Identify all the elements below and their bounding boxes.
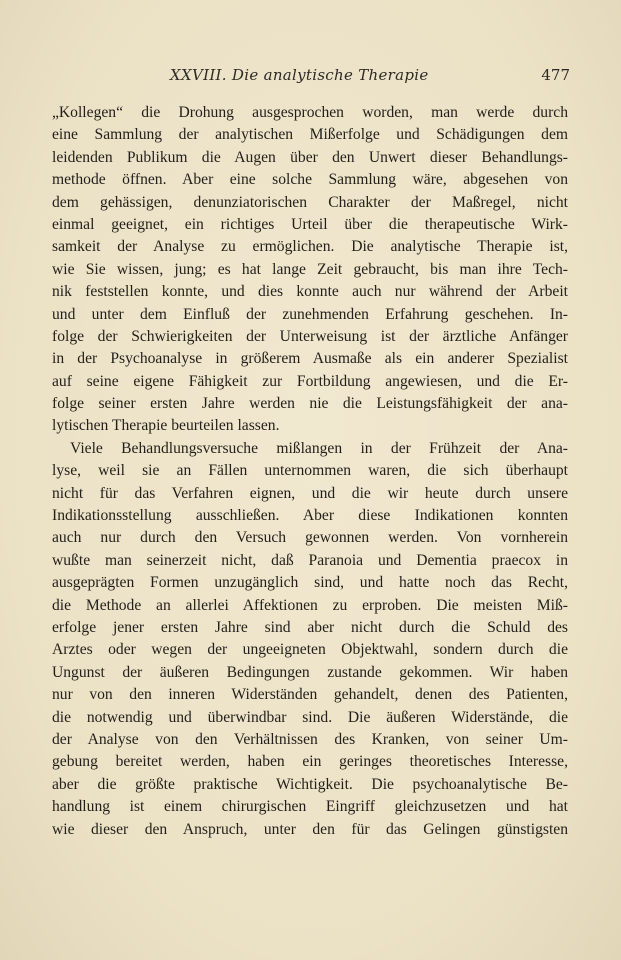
- text-line: auf seine eigene Fähigkeit zur Fortbildung angewiesen, und die Er-: [52, 372, 568, 390]
- text-line: handlung ist einem chirurgischen Eingriff gleichzusetzen und hat: [52, 798, 568, 816]
- text-line: wußte man seinerzeit nicht, daß Paranoia und Dementia praecox in: [52, 551, 568, 569]
- text-line: erfolge jener ersten Jahre sind aber nicht durch die Schuld des: [52, 618, 568, 636]
- text-line: methode öffnen. Aber eine solche Sammlung wäre, abgesehen von: [52, 171, 568, 189]
- text-line: folge der Schwierigkeiten der Unterweisung ist der ärztliche Anfänger: [52, 327, 568, 345]
- text-line: nicht für das Verfahren eignen, und die wir heute durch unsere: [52, 484, 568, 502]
- text-line: Arztes oder wegen der ungeeigneten Objektwahl, sondern durch die: [52, 641, 568, 659]
- text-line: die notwendig und überwindbar sind. Die äußeren Widerstände, die: [52, 708, 568, 726]
- text-line: gebung bereitet werden, haben ein geringes theoretisches Interesse,: [52, 753, 568, 771]
- text-line: nur von den inneren Widerständen gehandelt, denen des Patienten,: [52, 686, 568, 704]
- text-line: „Kollegen“ die Drohung ausgesprochen worden, man werde durch: [52, 104, 568, 121]
- text-line: folge seiner ersten Jahre werden nie die Leistungsfähigkeit der ana-: [52, 395, 568, 413]
- page-header: [52, 66, 570, 88]
- text-line: einmal geeignet, ein richtiges Urteil über die therapeutische Wirk-: [52, 215, 568, 233]
- text-line: dem gehässigen, denunziatorischen Charakter der Maßregel, nicht: [52, 193, 568, 211]
- text-line: Ungunst der äußeren Bedingungen zustande gekommen. Wir haben: [52, 663, 568, 681]
- body-text: [52, 102, 568, 841]
- running-title: XXVIII. Die analytische Therapie: [170, 66, 429, 84]
- text-line: aber die größte praktische Wichtigkeit. Die psychoanalytische Be-: [52, 775, 568, 793]
- text-line: nik feststellen konnte, und dies konnte auch nur während der Arbeit: [52, 283, 568, 301]
- text-line: und unter dem Einfluß der zunehmenden Erfahrung geschehen. In-: [52, 305, 568, 323]
- text-line: Viele Behandlungsversuche mißlangen in der Frühzeit der Ana-: [70, 439, 568, 457]
- text-line: wie dieser den Anspruch, unter den für das Gelingen günstigsten: [52, 820, 568, 838]
- text-line: in der Psychoanalyse in größerem Ausmaße als ein anderer Spezialist: [52, 350, 568, 368]
- text-line: samkeit der Analyse zu ermöglichen. Die analytische Therapie ist,: [52, 238, 568, 256]
- text-line: lyse, weil sie an Fällen unternommen waren, die sich überhaupt: [52, 462, 568, 480]
- text-line: wie Sie wissen, jung; es hat lange Zeit gebraucht, bis man ihre Tech-: [52, 260, 568, 278]
- text-line: Indikationsstellung ausschließen. Aber diese Indikationen konnten: [52, 507, 568, 525]
- text-line: leidenden Publikum die Augen über den Unwert dieser Behandlungs-: [52, 148, 568, 166]
- text-line: eine Sammlung der analytischen Mißerfolge und Schädigungen dem: [52, 126, 568, 144]
- text-line: lytischen Therapie beurteilen lassen.: [52, 417, 280, 435]
- paragraph: [52, 102, 568, 438]
- text-line: der Analyse von den Verhältnissen des Kranken, von seiner Um-: [52, 730, 568, 748]
- paragraph: [52, 438, 568, 841]
- text-line: ausgeprägten Formen unzugänglich sind, und hatte noch das Recht,: [52, 574, 568, 592]
- text-line: die Methode an allerlei Affektionen zu erproben. Die meisten Miß-: [52, 596, 568, 614]
- text-line: auch nur durch den Versuch gewonnen werden. Von vornherein: [52, 529, 568, 547]
- page-number: 477: [541, 66, 570, 84]
